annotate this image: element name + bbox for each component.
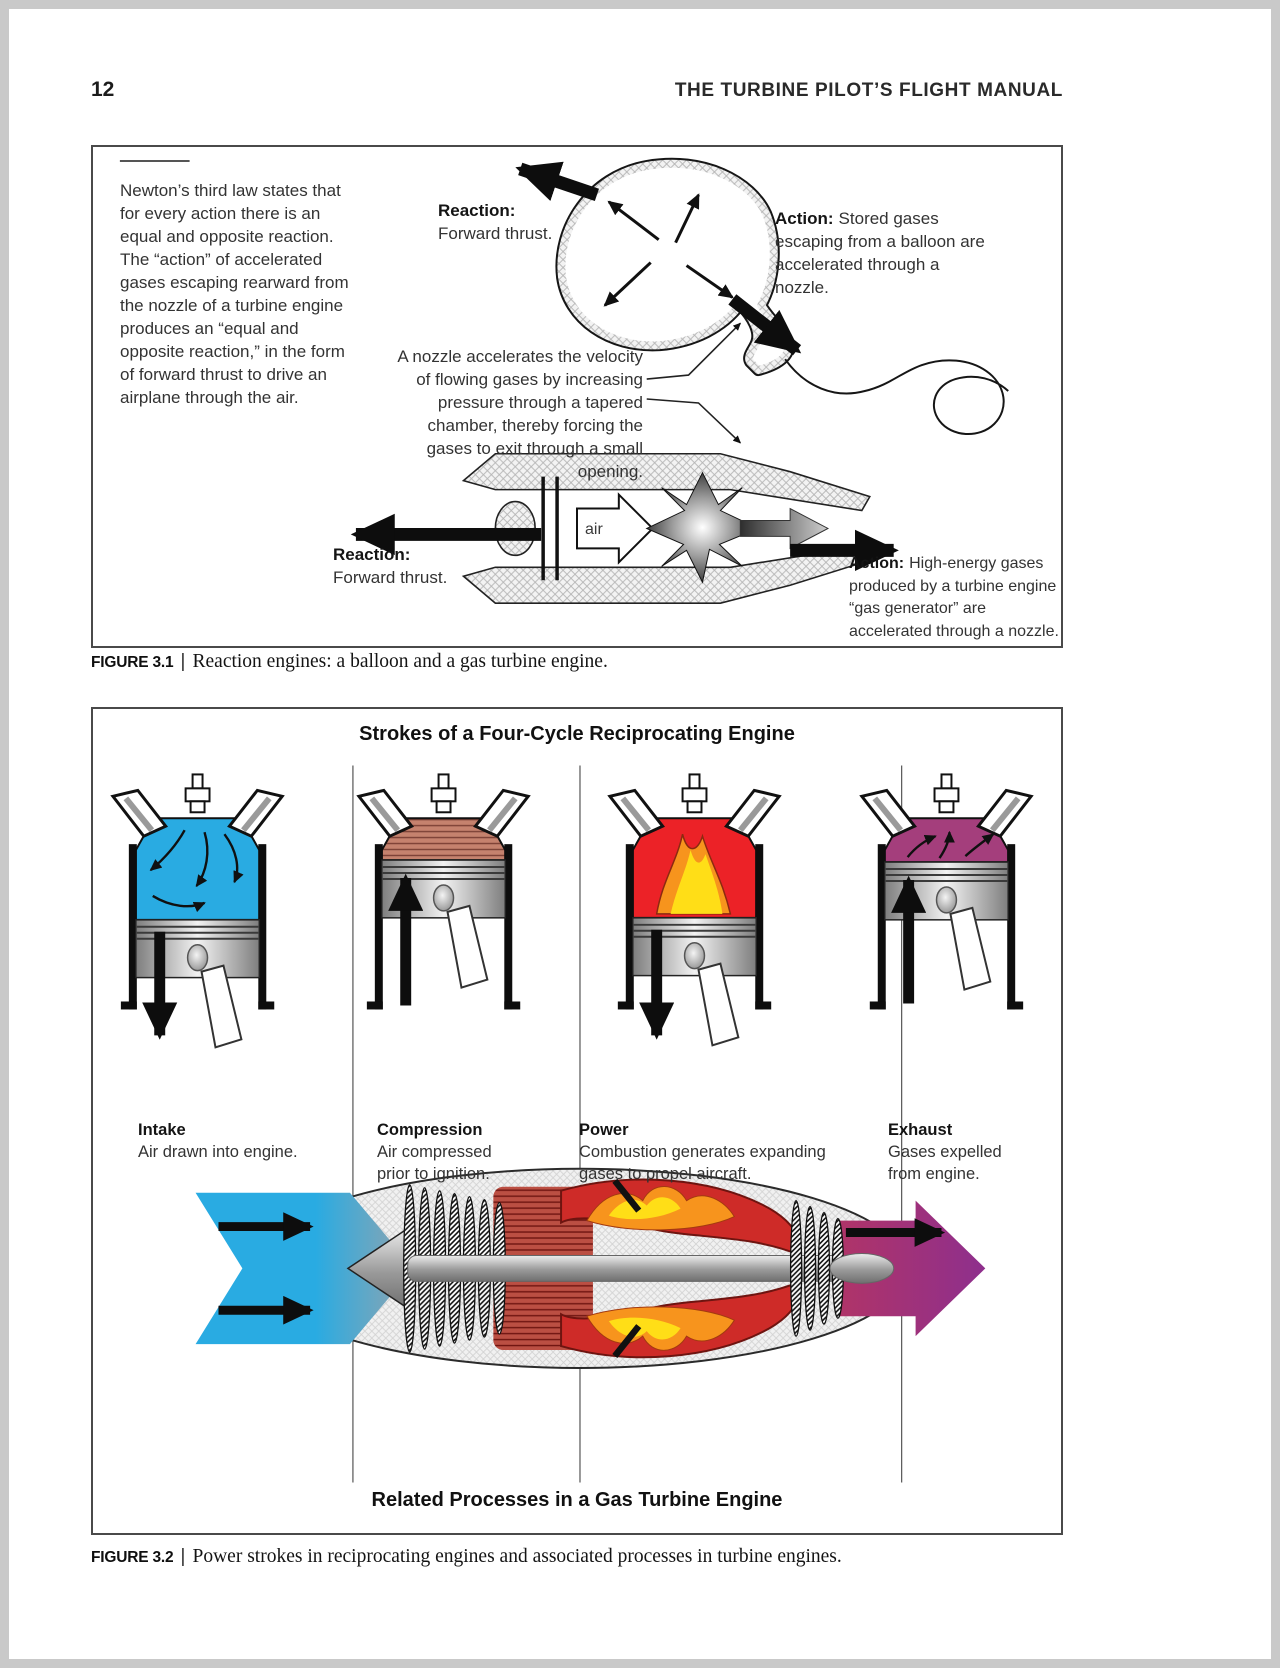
- figure-3-2-bottom-title: Related Processes in a Gas Turbine Engine: [371, 1489, 783, 1511]
- stroke-label-compression: Compression Air compressed prior to ignition.: [377, 1121, 492, 1183]
- stroke-label-power: Power Combustion generates expanding gases to propel aircraft.: [579, 1121, 826, 1183]
- gas-turbine-cutaway: [196, 1169, 986, 1368]
- figure-3-1-caption: [91, 650, 1191, 673]
- piston-exhaust: [862, 774, 1031, 1009]
- exhaust-gas-arrow: [740, 509, 828, 549]
- caption-separator: |: [180, 650, 186, 672]
- stroke-label-exhaust: Exhaust Gases expelled from engine.: [888, 1121, 1002, 1183]
- piston-power: [610, 774, 779, 1045]
- piston-compression: [359, 774, 528, 1009]
- caption-text: Power strokes in reciprocating engines and associated processes in turbine engines.: [192, 1546, 842, 1567]
- air-label: air: [585, 521, 603, 538]
- engine-reaction-label: Reaction: Forward thrust.: [333, 545, 448, 587]
- caption-label: FIGURE 3.1: [91, 654, 174, 671]
- balloon-reaction-label: Reaction: Forward thrust.: [438, 201, 553, 243]
- shaft-tail-bullet: [830, 1253, 894, 1283]
- figure-3-1: [91, 145, 1063, 648]
- balloon-string: [785, 359, 1008, 434]
- caption-text: Reaction engines: a balloon and a gas turbine engine.: [192, 651, 608, 672]
- caption-separator: |: [180, 1545, 186, 1567]
- book-title: THE TURBINE PILOT’S FLIGHT MANUAL: [674, 80, 1063, 101]
- turbine-shaft: [408, 1255, 850, 1281]
- piston-intake: [113, 774, 282, 1047]
- engine-action-note: Action: High-energy gases produced by a turbine engine “gas generator” are accelerated through a nozzle.: [849, 555, 1059, 640]
- stroke-label-intake: Intake Air drawn into engine.: [138, 1121, 298, 1161]
- nozzle-note: A nozzle accelerates the velocity of flowing gases by increasing pressure through a tapered chamber, thereby forcing the gases to exit through a small opening.: [397, 347, 643, 481]
- balloon-action-note: Action: Stored gases escaping from a balloon are accelerated through a nozzle.: [775, 209, 985, 297]
- figure-3-2: [91, 707, 1063, 1535]
- newton-law-paragraph: Newton’s third law states that for every action there is an equal and opposite reaction. The “action” of accelerated gases escaping rearward from the nozzle of a turbine engine produces an “equal and opposite reaction,” in the form of forward thrust to drive an airplane through the air.: [120, 181, 349, 407]
- figure-3-2-title: Strokes of a Four-Cycle Reciprocating Engine: [359, 723, 795, 745]
- balloon-thrust-arrow: [520, 169, 597, 195]
- caption-label: FIGURE 3.2: [91, 1549, 174, 1566]
- page-number: 12: [91, 78, 115, 101]
- figure-3-2-caption: [91, 1545, 1191, 1568]
